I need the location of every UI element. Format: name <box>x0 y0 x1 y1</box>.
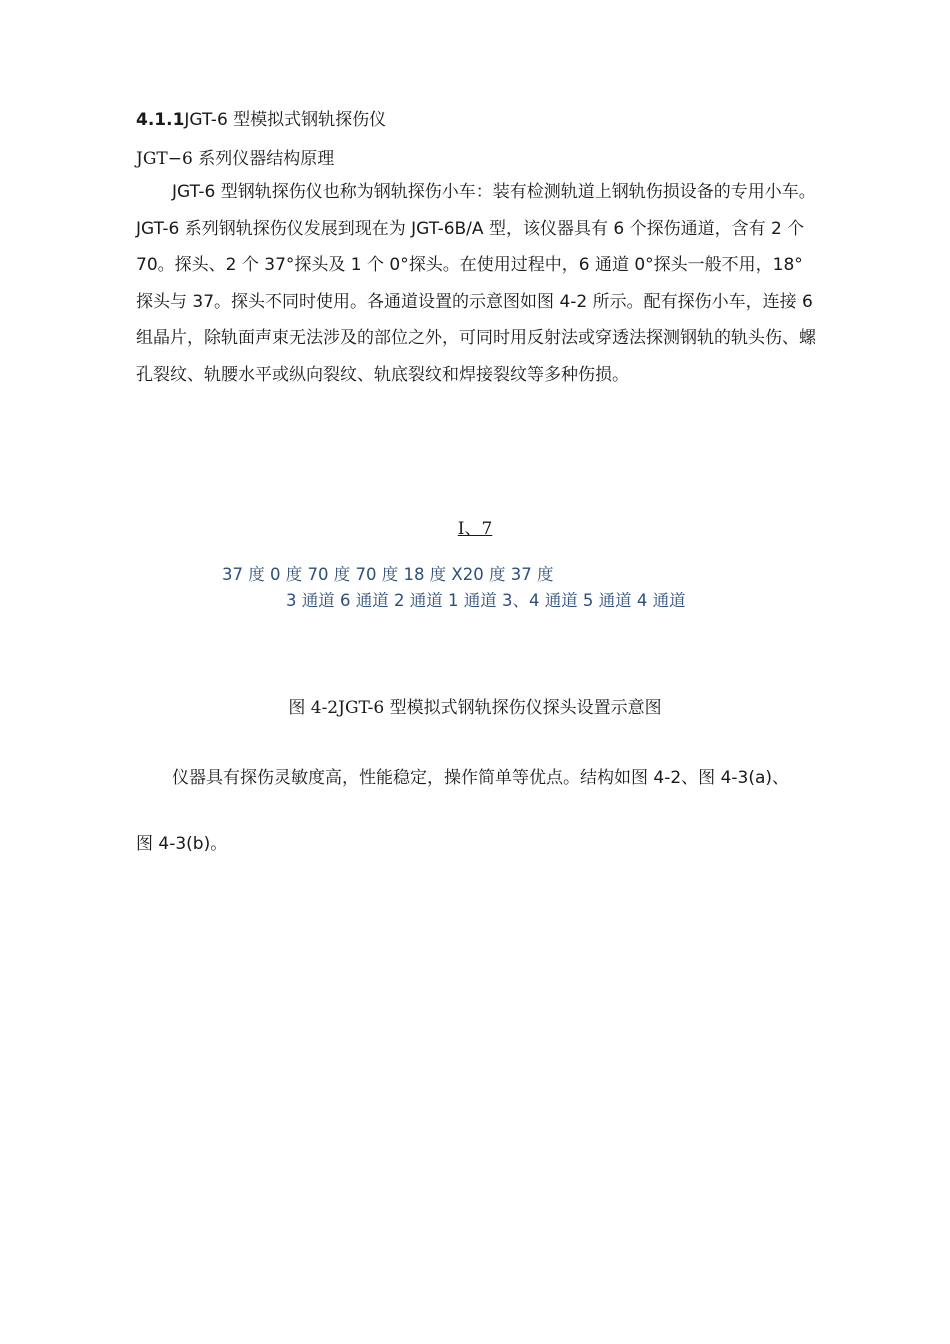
probe-angles-row: 37 度 0 度 70 度 70 度 18 度 X20 度 37 度 <box>222 565 554 584</box>
figure-label-text: I、7 <box>457 519 493 539</box>
section-title: JGT-6 型模拟式钢轨探伤仪 <box>184 110 387 130</box>
paragraph-advantages <box>136 764 806 792</box>
figure-caption: 图 4-2JGT-6 型模拟式钢轨探伤仪探头设置示意图 <box>288 698 662 718</box>
paragraph-intro <box>136 174 818 393</box>
subheading: JGT−6 系列仪器结构原理 <box>136 149 335 169</box>
section-number: 4.1.1 <box>136 110 185 130</box>
paragraph-intro-text: JGT-6 型钢轨探伤仪也称为钢轨探伤小车：装有检测轨道上钢轨伤损设备的专用小车。JGT-6 系列钢轨探伤仪发展到现在为 JGT-6B/A 型，该仪器具有 6 个探伤通道，含有 2 个 70。探头、2 个 37°探头及 1 个 0°探头。在使用过程中，6 通道 0°探头一般不用，18°探头与 37。探头不同时使用。各通道设置的示意图如图 4-2 所示。配有探伤小车，连接 6 组晶片，除轨面声束无法涉及的部位之外，可同时用反射法或穿透法探测钢轨的轨头伤、螺孔裂纹、轨腰水平或纵向裂纹、轨底裂纹和焊接裂纹等多种伤损。 <box>136 182 816 385</box>
section-heading <box>136 105 386 130</box>
probe-channels-row: 3 通道 6 通道 2 通道 1 通道 3、4 通道 5 通道 4 通道 <box>286 591 686 610</box>
paragraph-advantages-text: 仪器具有探伤灵敏度高，性能稳定，操作简单等优点。结构如图 4-2、图 4-3(a)、 <box>172 768 790 788</box>
figure-label <box>0 514 950 539</box>
paragraph-figure-ref: 图 4-3(b)。 <box>136 834 228 854</box>
